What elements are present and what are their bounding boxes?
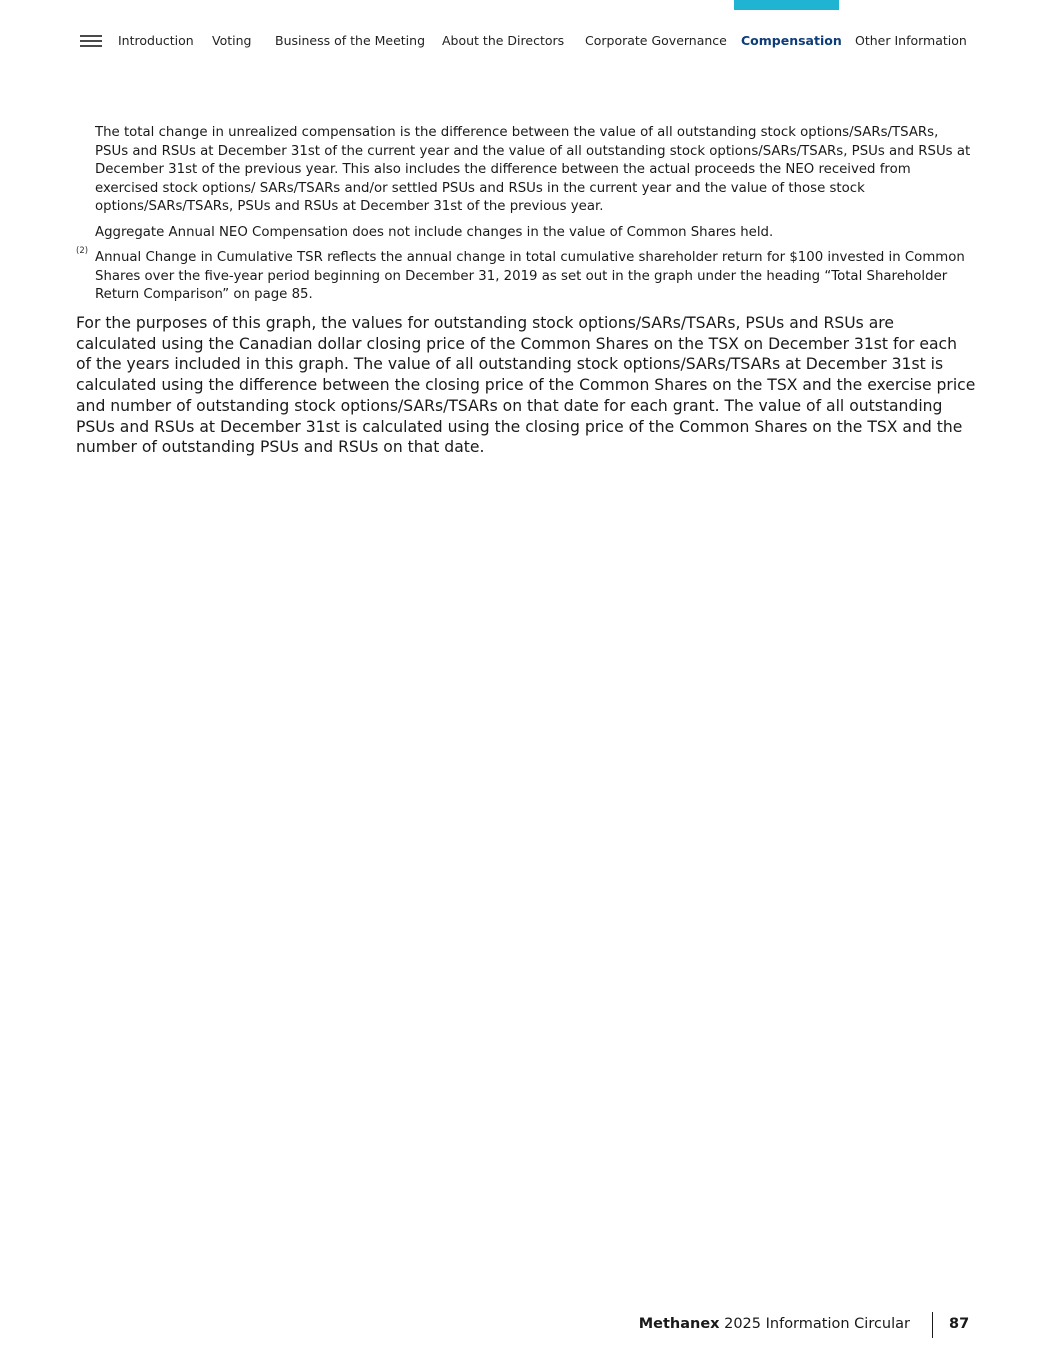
- footnotes: [95, 124, 975, 312]
- nav-item-corporate-governance[interactable]: Corporate Governance: [585, 33, 727, 48]
- footnote-2-text: Annual Change in Cumulative TSR reflects the annual change in total cumulative shareholder return for $100 invested in Common Shares over the five-year period beginning on December 31, 2019 as set out in the graph under the heading “Total Shareholder Return Comparison” on page 85.: [95, 250, 965, 302]
- nav-item-compensation[interactable]: Compensation: [741, 33, 842, 48]
- footer-document-title: 2025 Information Circular: [724, 1316, 910, 1332]
- nav-item-voting[interactable]: Voting: [212, 33, 252, 48]
- page-footer: [0, 1314, 1048, 1338]
- footer-title: [639, 1316, 910, 1332]
- footer-divider: [932, 1312, 933, 1338]
- nav-item-introduction[interactable]: Introduction: [118, 33, 194, 48]
- nav-item-about-the-directors[interactable]: About the Directors: [442, 33, 565, 48]
- footnote-2-marker: (2): [76, 246, 89, 256]
- hamburger-icon[interactable]: [80, 35, 102, 49]
- page-number: 87: [949, 1316, 970, 1332]
- nav-item-other-information[interactable]: Other Information: [855, 33, 967, 48]
- nav-item-business-of-the-meeting[interactable]: Business of the Meeting: [275, 33, 425, 48]
- active-tab-indicator: [734, 0, 839, 10]
- footer-brand: Methanex: [638, 1316, 720, 1332]
- top-navigation: [0, 31, 1048, 53]
- body-paragraph: For the purposes of this graph, the values for outstanding stock options/SARs/TSARs, PSUs and RSUs are calculated using the Canadian dollar closing price of the Common Shares on the TSX on December 31st for each of the years included in this graph. The value of all outstanding stock options/SARs/TSARs at December 31st is calculated using the difference between the closing price of the Common Shares on the TSX and the exercise price and number of outstanding stock options/SARs/TSARs on that date for each grant. The value of all outstanding PSUs and RSUs at December 31st is calculated using the closing price of the Common Shares on the TSX and the number of outstanding PSUs and RSUs on that date.: [76, 314, 976, 457]
- footnote-unrealized-compensation: The total change in unrealized compensation is the difference between the value of all outstanding stock options/SARs/TSARs, PSUs and RSUs at December 31st of the current year and the value of all outstanding stock options/SARs/TSARs, PSUs and RSUs at December 31st of the previous year. This also includes the difference between the actual proceeds the NEO received from exercised stock options/ SARs/TSARs and/or settled PSUs and RSUs in the current year and the value of those stock options/SARs/TSARs, PSUs and RSUs at December 31st of the previous year.: [95, 125, 971, 214]
- footnote-aggregate-compensation: Aggregate Annual NEO Compensation does not include changes in the value of Common Shares held.: [95, 224, 774, 240]
